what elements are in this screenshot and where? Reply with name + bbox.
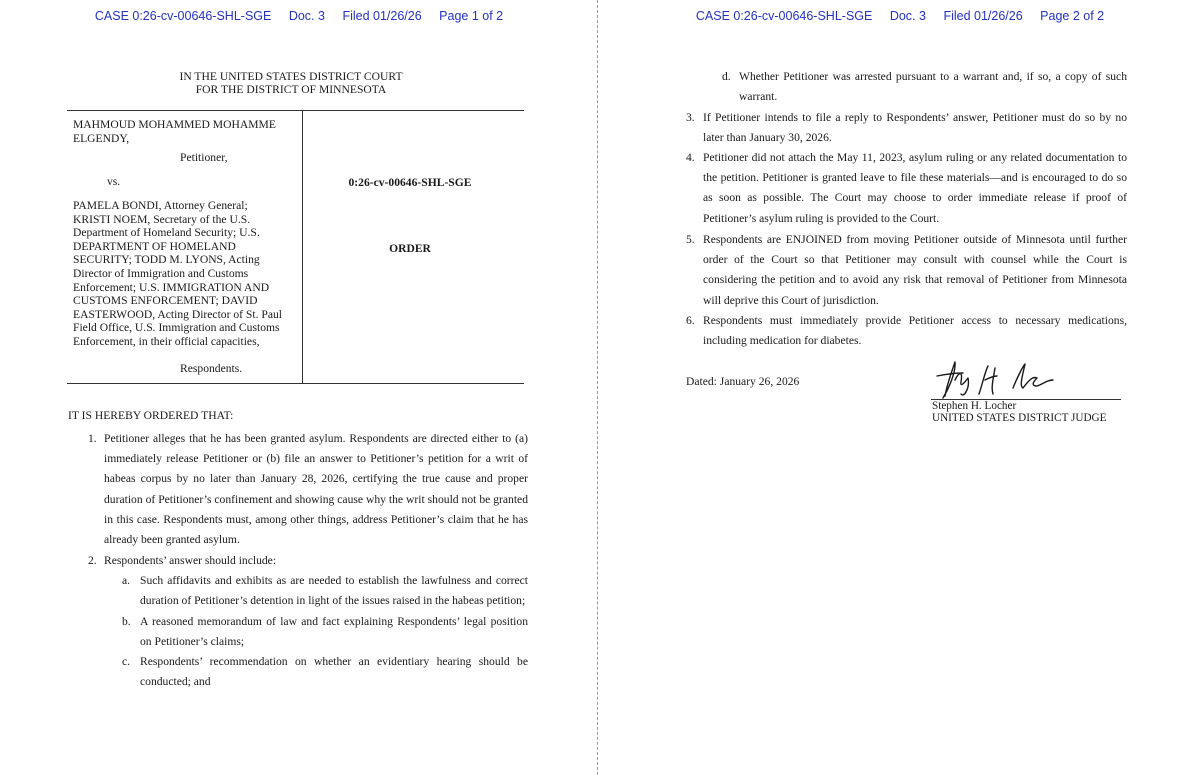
respondents-line: CUSTOMS ENFORCEMENT; DAVID bbox=[73, 294, 258, 308]
ecf-header bbox=[0, 9, 598, 23]
subitem-letter: c. bbox=[122, 655, 131, 668]
ecf-header bbox=[600, 9, 1200, 23]
document-page-2 bbox=[600, 0, 1200, 775]
document-page-1 bbox=[0, 0, 598, 775]
order-subitem-b: A reasoned memorandum of law and fact explaining Respondents’ legal position on Petitioner’s claims; bbox=[140, 615, 528, 649]
order-subitem-c: Respondents’ recommendation on whether an evidentiary hearing should be conducted; and bbox=[140, 655, 528, 689]
page-divider bbox=[597, 0, 598, 775]
order-item-5: Respondents are ENJOINED from moving Petitioner outside of Minnesota until further order of the Court so that Petitioner may consult with counsel while the Court is considering the petition and to avoid any risk that removal of Petitioner from Minnesota will deprive this Court of jurisdiction. bbox=[703, 233, 1127, 307]
petitioner-name-line-2: ELGENDY, bbox=[73, 131, 130, 145]
item-number: 6. bbox=[686, 314, 695, 327]
court-district: FOR THE DISTRICT OF MINNESOTA bbox=[195, 83, 387, 96]
order-item-1: Petitioner alleges that he has been granted asylum. Respondents are directed either to (a) immediately release Petitioner or (b) file an answer to Petitioner’s petition for a writ of habeas corpus by no later than January 28, 2026, certifying the true cause and proper duration of Petitioner’s confinement and showing cause why the writ should not be granted in this case. Respondents must, among other things, address Petitioner’s claim that he has already been granted asylum. bbox=[104, 432, 528, 547]
item-number: 2. bbox=[88, 554, 97, 567]
caption-top-rule bbox=[67, 110, 524, 111]
petitioner-name bbox=[73, 118, 298, 145]
respondents-line: Director of Immigration and Customs bbox=[73, 266, 249, 280]
respondents-line: DEPARTMENT OF HOMELAND bbox=[73, 239, 236, 253]
respondents-line: Field Office, U.S. Immigration and Customs bbox=[73, 321, 280, 335]
petitioner-role: Petitioner, bbox=[180, 151, 228, 164]
item-number: 1. bbox=[88, 432, 97, 445]
respondents-list bbox=[73, 199, 301, 349]
order-subitem-a: Such affidavits and exhibits as are needed to establish the lawfulness and correct duration of Petitioner’s detention in light of the issues raised in the habeas petition; bbox=[140, 574, 528, 608]
judge-name: Stephen H. Locher bbox=[932, 400, 1017, 412]
header-page-number: Page 2 of 2 bbox=[1040, 9, 1105, 23]
item-number: 4. bbox=[686, 151, 695, 164]
header-doc-number: Doc. 3 bbox=[889, 9, 926, 23]
subitem-letter: a. bbox=[122, 574, 131, 587]
header-case-number: CASE 0:26-cv-00646-SHL-SGE bbox=[94, 9, 272, 23]
order-intro: IT IS HEREBY ORDERED THAT: bbox=[68, 409, 234, 422]
subitem-letter: d. bbox=[722, 70, 731, 83]
respondents-line: Enforcement; U.S. IMMIGRATION AND bbox=[73, 280, 270, 294]
respondents-line: KRISTI NOEM, Secretary of the U.S. bbox=[73, 212, 251, 226]
respondents-line: Enforcement, in their official capacities, bbox=[73, 334, 260, 348]
respondents-role: Respondents. bbox=[180, 362, 243, 375]
judge-signature bbox=[933, 358, 1063, 402]
header-filed-date: Filed 01/26/26 bbox=[943, 9, 1023, 23]
respondents-line: EASTERWOOD, Acting Director of St. Paul bbox=[73, 307, 282, 321]
item-number: 5. bbox=[686, 233, 695, 246]
respondents-line: Department of Homeland Security; U.S. bbox=[73, 226, 260, 240]
respondents-line: PAMELA BONDI, Attorney General; bbox=[73, 199, 248, 212]
header-case-number: CASE 0:26-cv-00646-SHL-SGE bbox=[695, 9, 873, 23]
petitioner-name-line-1: MAHMOUD MOHAMMED MOHAMME bbox=[73, 118, 276, 131]
item-number: 3. bbox=[686, 111, 695, 124]
order-subitem-d: Whether Petitioner was arrested pursuant to a warrant and, if so, a copy of such warrant. bbox=[739, 70, 1127, 104]
header-page-number: Page 1 of 2 bbox=[439, 9, 504, 23]
subitem-letter: b. bbox=[122, 615, 131, 628]
respondents-line: SECURITY; TODD M. LYONS, Acting bbox=[73, 253, 260, 267]
caption-bottom-rule bbox=[67, 383, 524, 384]
versus-label: vs. bbox=[107, 175, 121, 188]
order-item-3: If Petitioner intends to file a reply to Respondents’ answer, Petitioner must do so by no later than January 30, 2026. bbox=[703, 111, 1127, 145]
order-title: ORDER bbox=[389, 242, 431, 255]
header-filed-date: Filed 01/26/26 bbox=[342, 9, 422, 23]
order-item-4: Petitioner did not attach the May 11, 2023, asylum ruling or any related documentation to the petition. Petitioner is granted leave to file these materials—and is encouraged to do so as soon as possible. The Court may choose to order immediate release if proof of Petitioner’s asylum ruling is provided to the Court. bbox=[703, 151, 1127, 225]
header-doc-number: Doc. 3 bbox=[288, 9, 325, 23]
order-item-2: Respondents’ answer should include: bbox=[104, 554, 277, 567]
judge-title: UNITED STATES DISTRICT JUDGE bbox=[932, 412, 1107, 424]
court-heading bbox=[0, 70, 582, 96]
case-number: 0:26-cv-00646-SHL-SGE bbox=[348, 176, 472, 189]
court-name: IN THE UNITED STATES DISTRICT COURT bbox=[179, 70, 403, 83]
order-item-6: Respondents must immediately provide Petitioner access to necessary medications, including medication for diabetes. bbox=[703, 314, 1127, 348]
dated-line: Dated: January 26, 2026 bbox=[686, 375, 800, 388]
